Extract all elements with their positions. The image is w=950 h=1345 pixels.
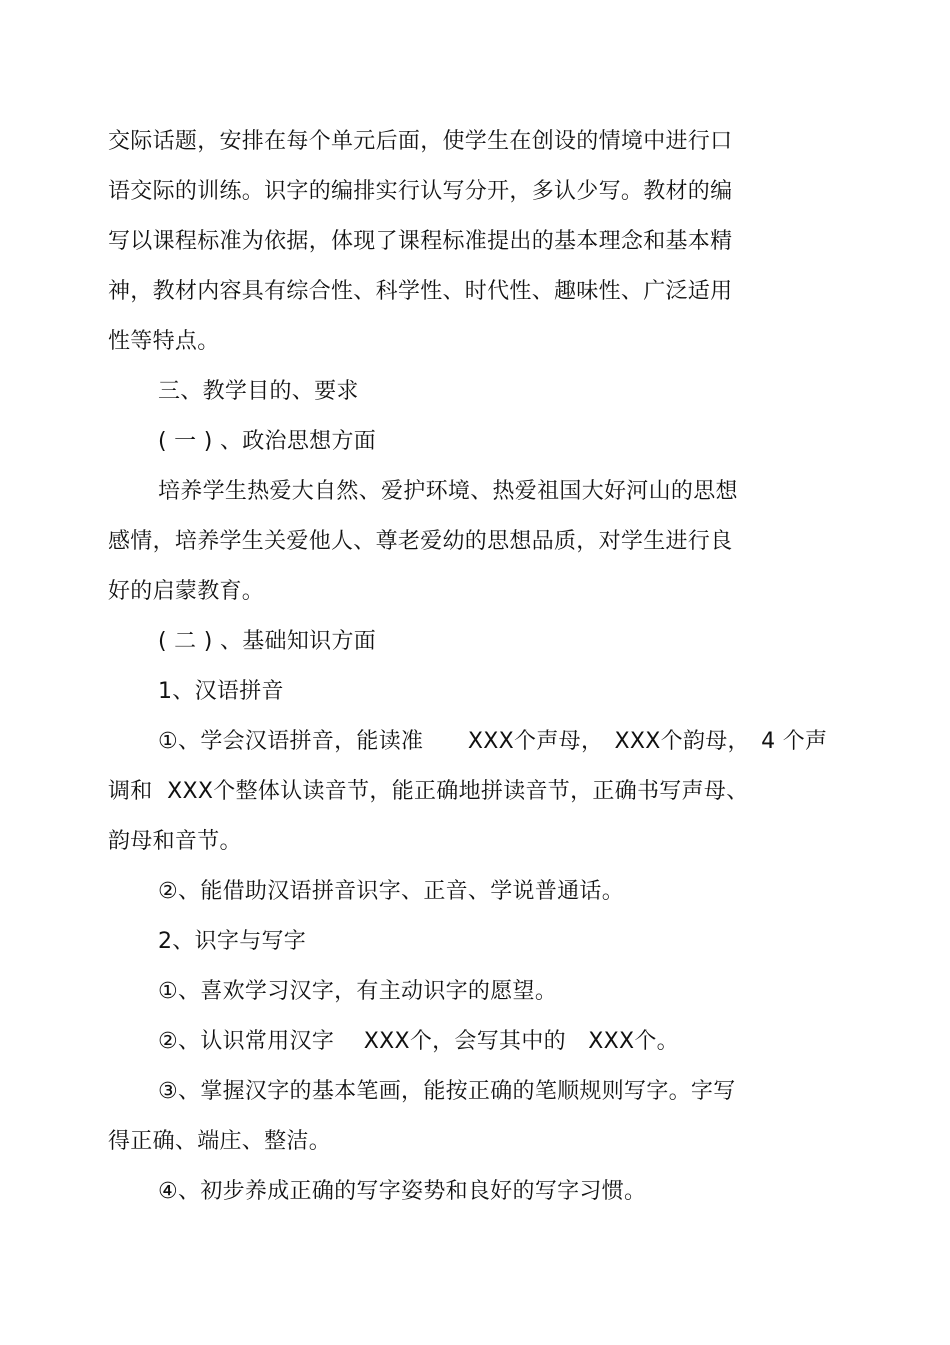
paragraph-line: 语交际的训练。识字的编排实行认写分开，多认少写。教材的编 xyxy=(108,179,733,204)
paragraph-line: ②、能借助汉语拼音识字、正音、学说普通话。 xyxy=(158,879,625,904)
paragraph-line: 得正确、端庄、整洁。 xyxy=(108,1129,332,1154)
paragraph-line: 性等特点。 xyxy=(108,329,220,354)
paragraph-line: 韵母和音节。 xyxy=(108,829,242,854)
paragraph-line: ②、认识常用汉字 XXX个，会写其中的 XXX个。 xyxy=(158,1029,679,1054)
paragraph-line: 调和 XXX个整体认读音节，能正确地拼读音节，正确书写声母、 xyxy=(108,779,749,804)
section-heading: 三、教学目的、要求 xyxy=(158,379,359,404)
paragraph-line: 写以课程标准为依据，体现了课程标准提出的基本理念和基本精 xyxy=(108,229,733,254)
paragraph-line: ①、学会汉语拼音，能读准 XXX个声母， XXX个韵母， 4 个声 xyxy=(158,729,828,754)
subsection-heading: ( 二 ) 、基础知识方面 xyxy=(158,629,377,654)
paragraph-line: 神，教材内容具有综合性、科学性、时代性、趣味性、广泛适用 xyxy=(108,279,733,304)
paragraph-line: 交际话题，安排在每个单元后面，使学生在创设的情境中进行口 xyxy=(108,129,733,154)
paragraph-line: 培养学生热爱大自然、爱护环境、热爱祖国大好河山的思想 xyxy=(158,479,738,504)
paragraph-line: ①、喜欢学习汉字，有主动识字的愿望。 xyxy=(158,979,558,1004)
item-heading: 2、识字与写字 xyxy=(158,929,307,954)
paragraph-line: 感情，培养学生关爱他人、尊老爱幼的思想品质，对学生进行良 xyxy=(108,529,733,554)
subsection-heading: ( 一 ) 、政治思想方面 xyxy=(158,429,377,454)
item-heading: 1、汉语拼音 xyxy=(158,679,284,704)
paragraph-line: 好的启蒙教育。 xyxy=(108,579,265,604)
paragraph-line: ③、掌握汉字的基本笔画，能按正确的笔顺规则写字。字写 xyxy=(158,1079,736,1104)
paragraph-line: ④、初步养成正确的写字姿势和良好的写字习惯。 xyxy=(158,1179,647,1204)
